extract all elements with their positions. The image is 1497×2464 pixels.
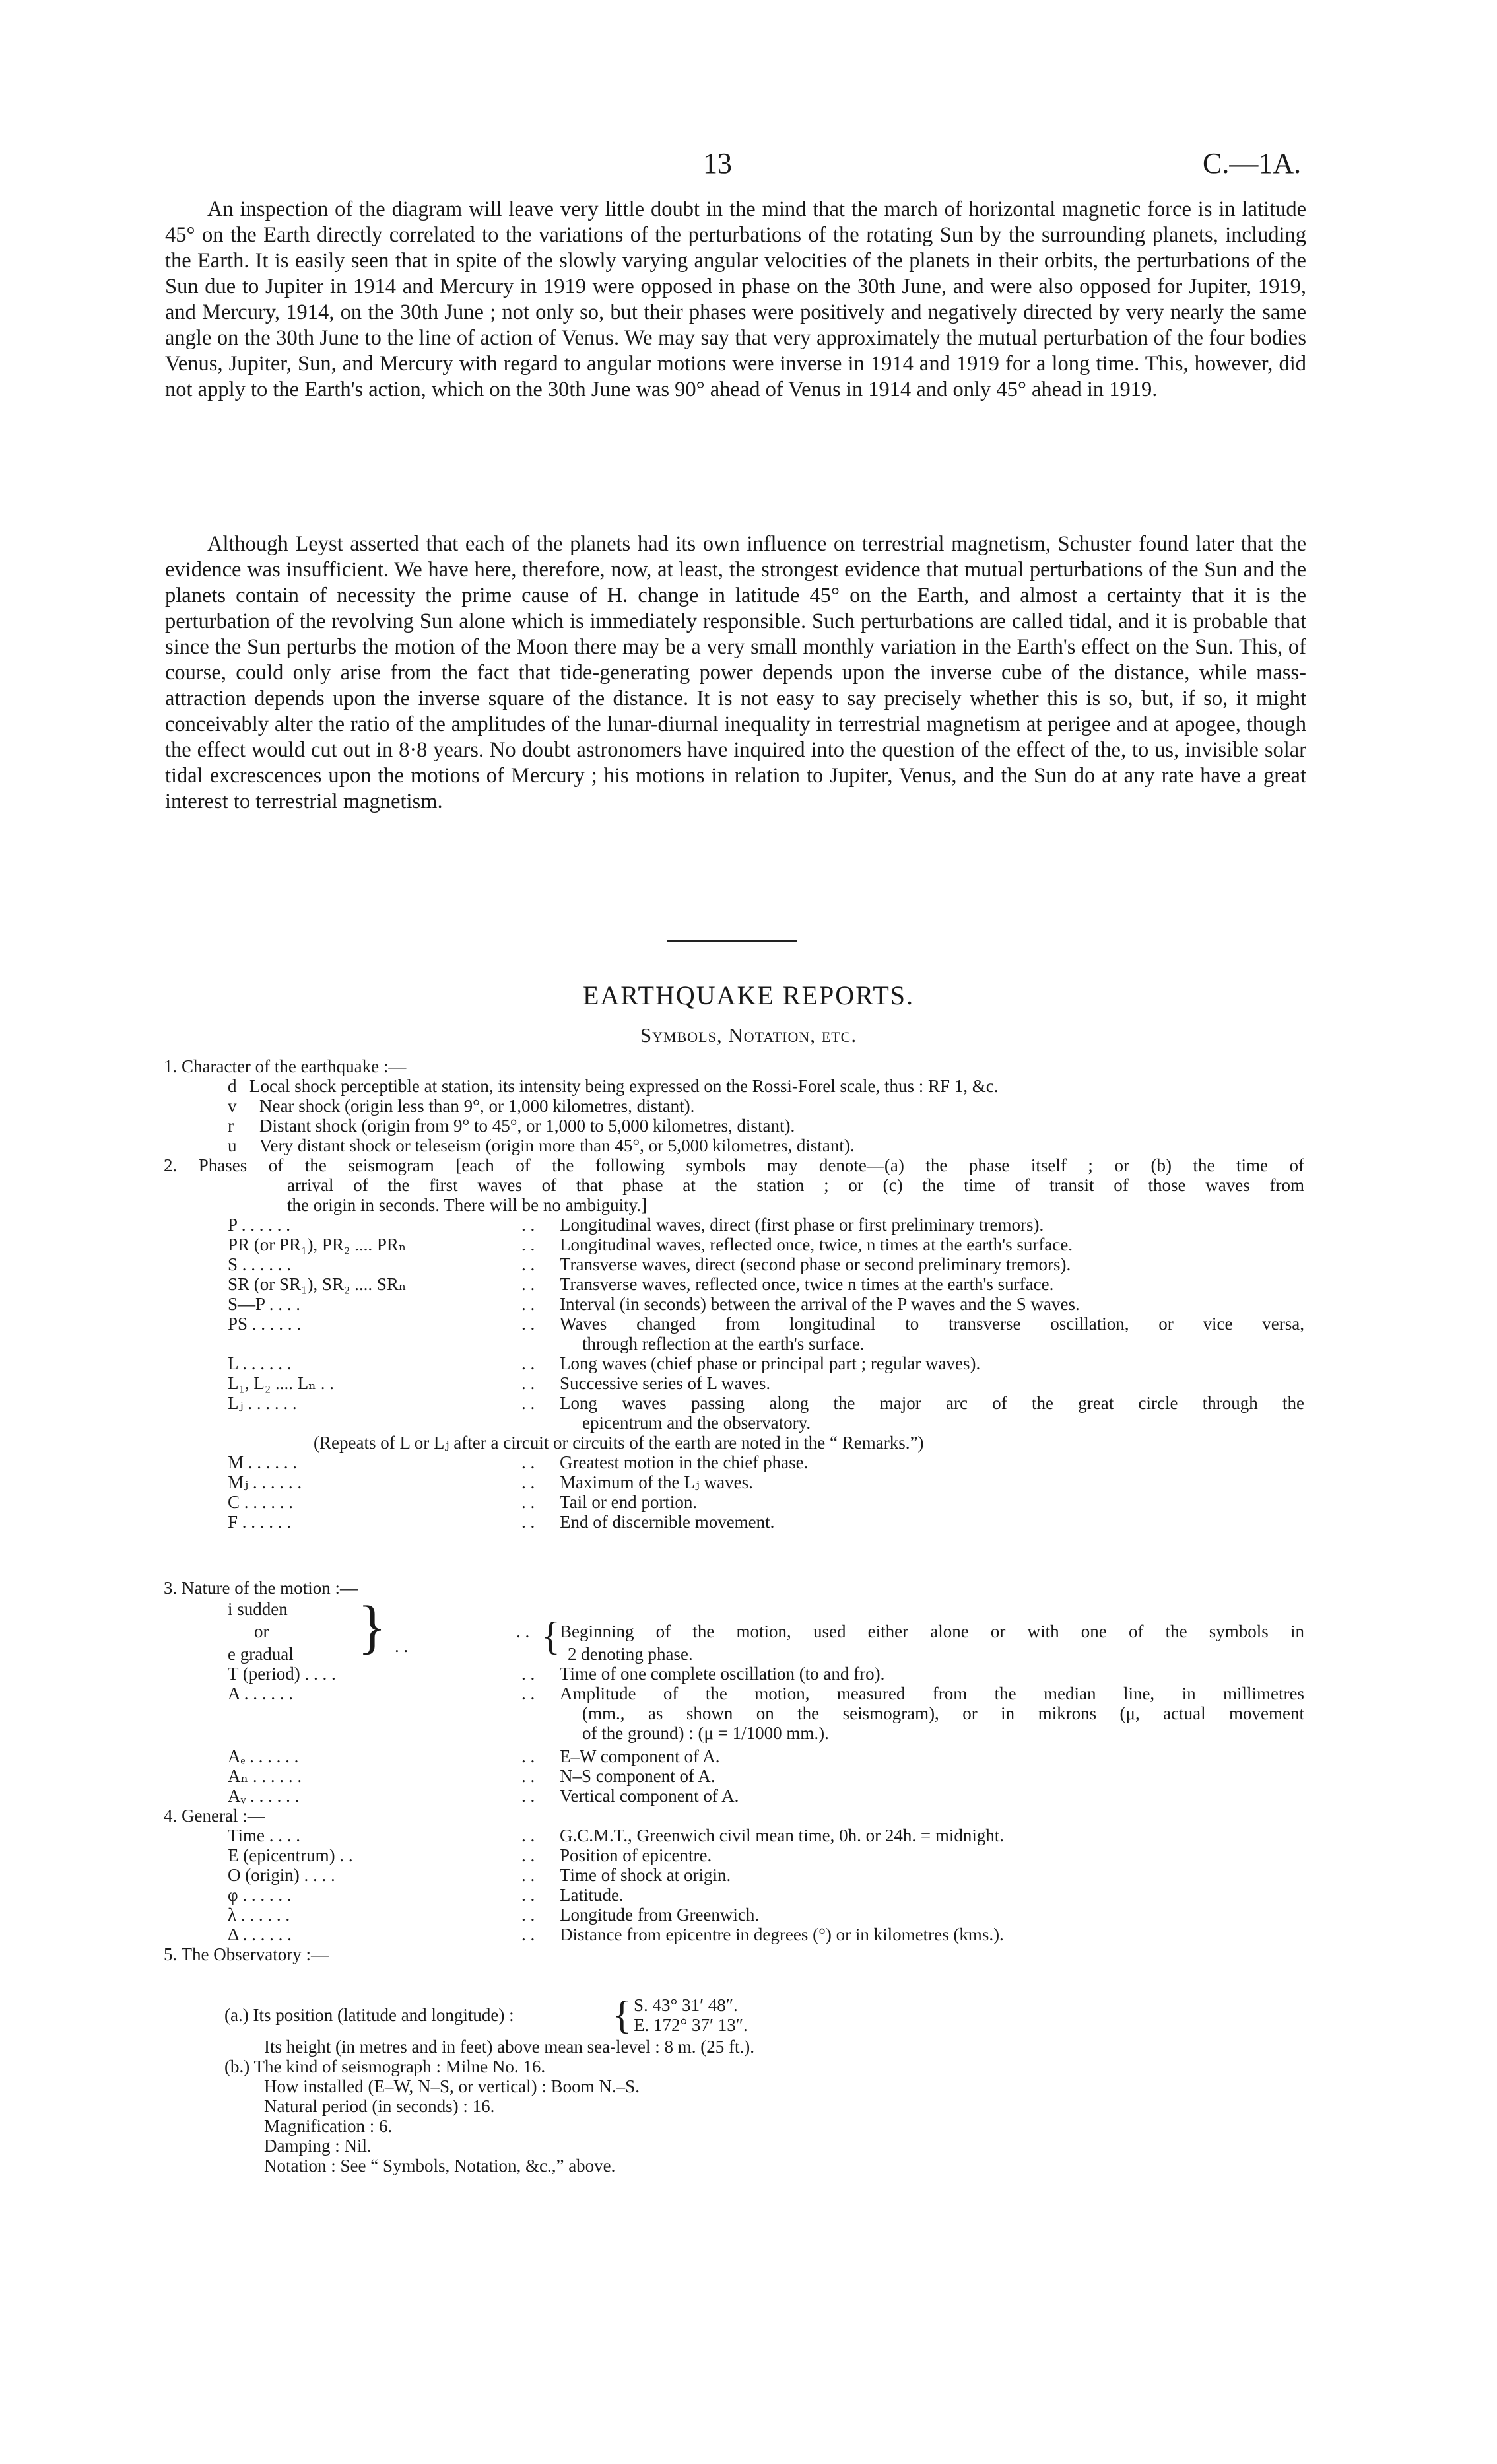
notation-line: [0, 1076, 1497, 1096]
notation-line: [0, 1056, 1497, 1076]
notation-symbol: i sudden: [228, 1599, 288, 1619]
leader-dots: . .: [521, 1865, 535, 1885]
notation-symbol: PS . . . . . .: [228, 1314, 302, 1334]
notation-symbol: E (epicentrum) . .: [228, 1845, 353, 1865]
notation-symbol: L₁, L₂ .... Lₙ . .: [228, 1373, 334, 1393]
leader-dots: . .: [521, 1786, 535, 1806]
leader-dots: . .: [521, 1472, 535, 1492]
notation-symbol: Aᵥ . . . . . .: [228, 1786, 300, 1806]
notation-description: Near shock (origin less than 9°, or 1,000 kilometres, distant).: [259, 1096, 695, 1116]
notation-line: [0, 1433, 1497, 1453]
notation-description: Amplitude of the motion, measured from the median line, in millimetres: [560, 1684, 1304, 1703]
leader-dots: . .: [521, 1684, 535, 1703]
notation-symbol: M . . . . . .: [228, 1453, 298, 1472]
notation-symbol: 5. The Observatory :—: [164, 1944, 329, 1964]
notation-description: Beginning of the motion, used either alone or with one of the symbols in: [560, 1622, 1304, 1641]
notation-description: G.C.M.T., Greenwich civil mean time, 0h. or 24h. = midnight.: [560, 1826, 1005, 1845]
notation-line: [0, 1806, 1497, 1826]
notation-line: [0, 1826, 1497, 1845]
notation-symbol: SR (or SR₁), SR₂ .... SRₙ: [228, 1274, 407, 1294]
notation-line: [0, 1723, 1497, 1743]
notation-line: [0, 2057, 1497, 2076]
notation-line: [0, 1905, 1497, 1925]
notation-text: 2. Phases of the seismogram [each of the following symbols may denote—(a) the phase itself ; or (b) the time of: [164, 1155, 1304, 1175]
notation-line: [0, 1578, 1497, 1598]
notation-description: Tail or end portion.: [560, 1492, 698, 1512]
section-divider: [667, 940, 797, 942]
notation-line: [0, 2156, 1497, 2175]
notation-symbol: Damping : Nil.: [264, 2136, 372, 2156]
notation-symbol: or: [254, 1622, 269, 1641]
leader-dots: . .: [521, 1664, 535, 1684]
notation-symbol: T (period) . . . .: [228, 1664, 336, 1684]
notation-description: Longitudinal waves, direct (first phase or first preliminary tremors).: [560, 1215, 1044, 1235]
leader-dots: . .: [521, 1235, 535, 1254]
notation-symbol: 3. Nature of the motion :—: [164, 1578, 358, 1598]
notation-symbol: r: [228, 1116, 234, 1136]
notation-line: [0, 1235, 1497, 1254]
notation-symbol: φ . . . . . .: [228, 1885, 292, 1905]
leader-dots: . .: [521, 1373, 535, 1393]
notation-line: [0, 1393, 1497, 1413]
notation-description: E–W component of A.: [560, 1746, 720, 1766]
notation-description: Longitude from Greenwich.: [560, 1905, 760, 1925]
notation-line: [0, 2116, 1497, 2136]
notation-symbol: P . . . . . .: [228, 1215, 291, 1235]
notation-line: [0, 1215, 1497, 1235]
notation-line: [0, 1195, 1497, 1215]
notation-description: Longitudinal waves, reflected once, twice, n times at the earth's surface.: [560, 1235, 1073, 1254]
notation-symbol: C . . . . . .: [228, 1492, 294, 1512]
notation-line: [0, 1353, 1497, 1373]
brace-leader-dots: . .: [516, 1622, 530, 1641]
notation-line: [0, 1136, 1497, 1155]
notation-description: Distance from epicentre in degrees (°) or in kilometres (kms.).: [560, 1925, 1004, 1944]
leader-dots: . .: [521, 1826, 535, 1845]
notation-description: Vertical component of A.: [560, 1786, 739, 1806]
notation-description: Time of shock at origin.: [560, 1865, 731, 1885]
leader-dots: . .: [521, 1453, 535, 1472]
notation-symbol: d: [228, 1076, 237, 1096]
notation-symbol: Magnification : 6.: [264, 2116, 393, 2136]
notation-description: Maximum of the Lⱼ waves.: [560, 1472, 753, 1492]
position-brace-icon: {: [613, 1993, 632, 2037]
notation-description: N–S component of A.: [560, 1766, 715, 1786]
notation-symbol: the origin in seconds. There will be no ambiguity.]: [287, 1195, 648, 1215]
notation-description: epicentrum and the observatory.: [582, 1413, 811, 1433]
notation-description: Time of one complete oscillation (to and fro).: [560, 1664, 885, 1684]
notation-description: Long waves (chief phase or principal part ; regular waves).: [560, 1353, 981, 1373]
notation-line: [0, 1512, 1497, 1532]
notation-line: [0, 1845, 1497, 1865]
notation-symbol: F . . . . . .: [228, 1512, 292, 1532]
notation-line: [0, 1684, 1497, 1703]
notation-line: [0, 1334, 1497, 1353]
notation-symbol: (b.) The kind of seismograph : Milne No. 16.: [224, 2057, 546, 2076]
leader-dots: . .: [521, 1845, 535, 1865]
notation-description: Very distant shock or teleseism (origin more than 45°, or 5,000 kilometres, distant).: [259, 1136, 855, 1155]
notation-line: [0, 1664, 1497, 1684]
notation-description: Transverse waves, reflected once, twice n times at the earth's surface.: [560, 1274, 1054, 1294]
notation-symbol: PR (or PR₁), PR₂ .... PRₙ: [228, 1235, 407, 1254]
observatory-latitude: S. 43° 31′ 48″.: [634, 1995, 738, 2015]
notation-line: [0, 1644, 1497, 1664]
notation-description: of the ground) : (μ = 1/1000 mm.).: [582, 1723, 829, 1743]
notation-line: [0, 1925, 1497, 1944]
notation-description: Greatest motion in the chief phase.: [560, 1453, 809, 1472]
notation-description: through reflection at the earth's surface.: [582, 1334, 865, 1353]
leader-dots: . .: [521, 1353, 535, 1373]
notation-line: [0, 1373, 1497, 1393]
notation-line: [0, 1492, 1497, 1512]
notation-line: [0, 1944, 1497, 1964]
notation-description: Latitude.: [560, 1885, 624, 1905]
notation-line: [0, 2096, 1497, 2116]
notation-symbol: O (origin) . . . .: [228, 1865, 335, 1885]
notation-description: End of discernible movement.: [560, 1512, 775, 1532]
notation-symbol: Aₑ . . . . . .: [228, 1746, 299, 1766]
notation-line: [0, 1274, 1497, 1294]
notation-symbol: S—P . . . .: [228, 1294, 301, 1314]
leader-dots: . .: [521, 1294, 535, 1314]
notation-description: Transverse waves, direct (second phase or second preliminary tremors).: [560, 1254, 1071, 1274]
leader-dots: . .: [521, 1314, 535, 1334]
notation-line: [0, 1599, 1497, 1619]
paragraph-leyst: Although Leyst asserted that each of the planets had its own influence on terrestrial magnetism, Schuster found later that the evidence was insufficient. We have here, therefore, now, at least, the strongest evidence that mutual perturbations of the Sun and the planets contain of necessity the prime cause of H. change in latitude 45° on the Earth, and almost a certainty that it is the perturbation of the revolving Sun alone which is immediately responsible. Such perturbations are called tidal, and it is probable that since the Sun perturbs the motion of the Moon there may be a very small monthly variation in the Earth's effect on the Sun. This, of course, could only arise from the fact that tide-generating power depends upon the inverse cube of the distance, while mass-attraction depends upon the inverse square of the distance. It is not easy to say precisely whether this is so, but, if so, it might conceivably alter the ratio of the amplitudes of the lunar-diurnal inequality in terrestrial magnetism at perigee and at apogee, though the effect would cut out in 8·8 years. No doubt astronomers have inquired into the question of the effect of the, to us, invisible solar tidal excrescences upon the motions of Mercury ; his motions in relation to Jupiter, Venus, and the Sun do at any rate have a great interest to terrestrial magnetism.: [165, 532, 1306, 813]
notation-line: [0, 1746, 1497, 1766]
notation-symbol: Natural period (in seconds) : 16.: [264, 2096, 495, 2116]
leader-dots: . .: [521, 1393, 535, 1413]
notation-symbol: (a.) Its position (latitude and longitude) :: [224, 2005, 514, 2025]
notation-line: [0, 1254, 1497, 1274]
leader-dots: . .: [521, 1274, 535, 1294]
notation-symbol: v: [228, 1096, 237, 1116]
leader-dots: . .: [521, 1492, 535, 1512]
leader-dots: . .: [521, 1766, 535, 1786]
notation-symbol: S . . . . . .: [228, 1254, 292, 1274]
notation-symbol: e gradual: [228, 1644, 294, 1664]
notation-line: [0, 1453, 1497, 1472]
notation-symbol: Aₙ . . . . . .: [228, 1766, 302, 1786]
notation-line: [0, 1622, 1497, 1641]
notation-symbol: Lⱼ . . . . . .: [228, 1393, 297, 1413]
notation-symbol: A . . . . . .: [228, 1684, 294, 1703]
document-reference: C.—1A.: [1203, 147, 1302, 180]
leader-dots: . .: [521, 1254, 535, 1274]
notation-line: [0, 1116, 1497, 1136]
section-title: EARTHQUAKE REPORTS.: [582, 980, 915, 1010]
notation-symbol: (Repeats of L or Lⱼ after a circuit or circuits of the earth are noted in the “ Remarks.”): [314, 1433, 924, 1453]
notation-symbol: 1. Character of the earthquake :—: [164, 1056, 407, 1076]
notation-line: [0, 1472, 1497, 1492]
leader-dots: . .: [521, 1215, 535, 1235]
notation-symbol: Notation : See “ Symbols, Notation, &c.,” above.: [264, 2156, 616, 2175]
paragraph-inspection: An inspection of the diagram will leave very little doubt in the mind that the march of horizontal magnetic force is in latitude 45° on the Earth directly correlated to the variations of the perturbations of the rotating Sun by the surrounding planets, including the Earth. It is easily seen that in spite of the slowly varying angular velocities of the planets in their orbits, the perturbations of the Sun due to Jupiter in 1914 and Mercury in 1919 were opposed in phase on the 30th June, and were also opposed for Jupiter, 1919, and Mercury, 1914, on the 30th June ; not only so, but their phases were positively and negatively directed by very nearly the same angle on the 30th June to the line of action of Venus. We may say that very approximately the mutual perturbation of the four bodies Venus, Jupiter, Sun, and Mercury with regard to angular motions were inverse in 1914 and 1919 for a long time. This, however, did not apply to the Earth's action, which on the 30th June was 90° ahead of Venus in 1914 and only 45° ahead in 1919.: [165, 197, 1306, 401]
observatory-longitude: E. 172° 37′ 13″.: [634, 2015, 748, 2035]
notation-text: arrival of the first waves of that phase at the station ; or (c) the time of transit of those waves from: [287, 1175, 1304, 1195]
notation-line: [0, 2076, 1497, 2096]
notation-symbol: Δ . . . . . .: [228, 1925, 292, 1944]
section-subtitle: Symbols, Notation, etc.: [640, 1023, 857, 1046]
notation-line: [0, 1413, 1497, 1433]
notation-line: [0, 1294, 1497, 1314]
notation-line: [0, 1155, 1497, 1175]
notation-description: Waves changed from longitudinal to transverse oscillation, or vice versa,: [560, 1314, 1304, 1334]
notation-symbol: Time . . . .: [228, 1826, 301, 1845]
notation-symbol: λ . . . . . .: [228, 1905, 290, 1925]
leader-dots: . .: [521, 1746, 535, 1766]
notation-description: Long waves passing along the major arc of the great circle through the: [560, 1393, 1304, 1413]
notation-description: 2 denoting phase.: [568, 1644, 693, 1664]
notation-line: [0, 1096, 1497, 1116]
notation-line: [0, 2037, 1497, 2057]
left-brace-icon: {: [541, 1614, 560, 1658]
notation-description: Position of epicentre.: [560, 1845, 712, 1865]
leader-dots: . .: [521, 1925, 535, 1944]
brace-leader-dots-mid: . .: [395, 1636, 409, 1656]
leader-dots: . .: [521, 1885, 535, 1905]
notation-line: [0, 1766, 1497, 1786]
notation-symbol: 4. General :—: [164, 1806, 265, 1826]
notation-line: [0, 1175, 1497, 1195]
notation-line: [0, 1865, 1497, 1885]
page-number: 13: [703, 147, 732, 180]
notation-line: [0, 2136, 1497, 2156]
notation-line: [0, 1885, 1497, 1905]
notation-description: Successive series of L waves.: [560, 1373, 771, 1393]
notation-line: [0, 1314, 1497, 1334]
notation-description: Local shock perceptible at station, its intensity being expressed on the Rossi-Forel scale, thus : RF 1, &c.: [249, 1076, 999, 1096]
notation-symbol: How installed (E–W, N–S, or vertical) : Boom N.–S.: [264, 2076, 640, 2096]
notation-symbol: Its height (in metres and in feet) above mean sea-level : 8 m. (25 ft.).: [264, 2037, 754, 2057]
notation-symbol: Mⱼ . . . . . .: [228, 1472, 302, 1492]
notation-line: [0, 1703, 1497, 1723]
leader-dots: . .: [521, 1905, 535, 1925]
notation-description: Interval (in seconds) between the arrival of the P waves and the S waves.: [560, 1294, 1080, 1314]
right-brace-icon: }: [358, 1594, 387, 1660]
notation-symbol: L . . . . . .: [228, 1353, 292, 1373]
notation-description: (mm., as shown on the seismogram), or in mikrons (μ, actual movement: [582, 1703, 1304, 1723]
leader-dots: . .: [521, 1512, 535, 1532]
notation-line: [0, 1786, 1497, 1806]
notation-symbol: u: [228, 1136, 237, 1155]
notation-description: Distant shock (origin from 9° to 45°, or 1,000 to 5,000 kilometres, distant).: [259, 1116, 795, 1136]
